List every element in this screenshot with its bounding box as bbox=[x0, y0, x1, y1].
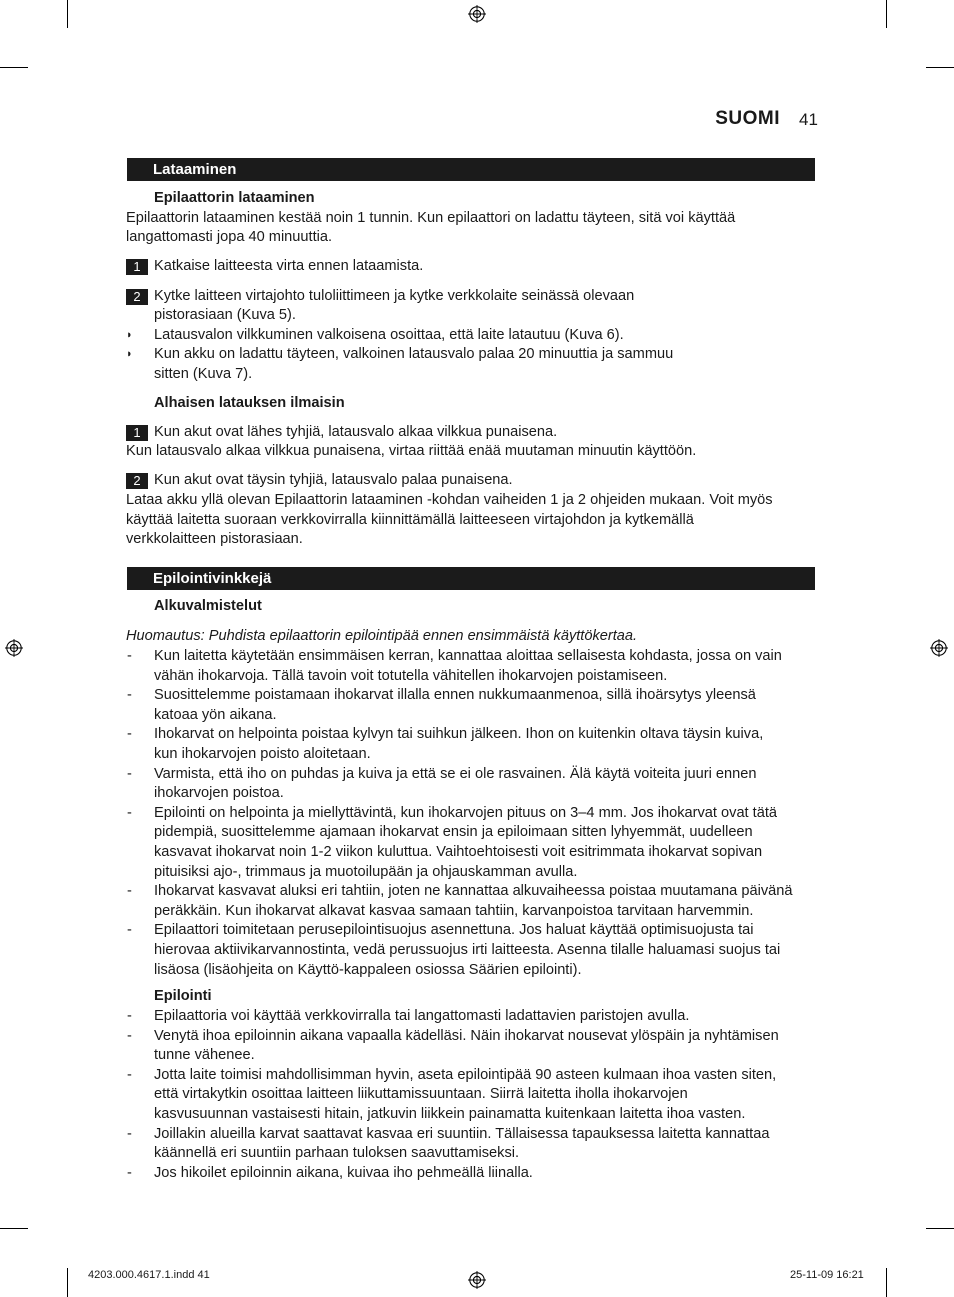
subheading: Epilointi bbox=[154, 988, 212, 1004]
crop-mark bbox=[886, 0, 887, 28]
dash-marker: - bbox=[127, 765, 132, 782]
dash-marker: - bbox=[127, 1125, 132, 1142]
section-bar-lataaminen: Lataaminen bbox=[127, 158, 815, 181]
step-text: Kytke laitteen virtajohto tuloliittimeen ja kytke verkkolaite seinässä olevaan bbox=[154, 288, 635, 304]
paragraph-line: käyttää laitetta suoraan verkkovirralla kiinnittämällä laitteeseen virtajohdon ja kytkemällä bbox=[126, 512, 694, 528]
list-item-line: Epilointi on helpointa ja miellyttävintä, kun ihokarvojen pituus on 3–4 mm. Jos ihokarvat ovat tätä bbox=[154, 804, 778, 821]
crop-mark bbox=[886, 1268, 887, 1297]
list-item-line: vähän ihokarvoja. Tällä tavoin voit totutella vähitellen ihokarvojen poistamiseen. bbox=[154, 667, 668, 684]
paragraph-line: verkkolaitteen pistorasiaan. bbox=[126, 531, 303, 547]
list-item-line: kun ihokarvojen poisto aloitetaan. bbox=[154, 746, 371, 762]
paragraph-line: langattomasti jopa 40 minuuttia. bbox=[126, 229, 333, 245]
step-number: 1 bbox=[126, 425, 148, 441]
list-item-line: Kun laitetta käytetään ensimmäisen kerran, kannattaa aloittaa sellaisesta kohdasta, jossa on vain bbox=[154, 648, 782, 664]
paragraph-line: Kun latausvalo alkaa vilkkua punaisena, virtaa riittää enää muutaman minuutin käyttöön. bbox=[126, 443, 697, 459]
list-item-line: Ihokarvat kasvavat aluksi eri tahtiin, joten ne kannattaa alkuvaiheessa poistaa muutamana päivänä bbox=[154, 883, 793, 900]
note-text: Huomautus: Puhdista epilaattorin epilointipää ennen ensimmäistä käyttökertaa. bbox=[126, 628, 638, 644]
step-text: Katkaise laitteesta virta ennen lataamista. bbox=[154, 258, 424, 274]
list-item-line: Jos hikoilet epiloinnin aikana, kuivaa iho pehmeällä liinalla. bbox=[154, 1164, 533, 1181]
step-text: pistorasiaan (Kuva 5). bbox=[154, 307, 296, 323]
subheading: Epilaattorin lataaminen bbox=[154, 190, 315, 206]
list-item-line: Joillakin alueilla karvat saattavat kasvaa eri suuntiin. Tällaisessa tapauksessa laitetta kannattaa bbox=[154, 1125, 770, 1142]
bullet-text: Kun akku on ladattu täyteen, valkoinen latausvalo palaa 20 minuuttia ja sammuu bbox=[154, 346, 674, 362]
page-number: 41 bbox=[799, 110, 818, 129]
step-number: 2 bbox=[126, 289, 148, 305]
dash-marker: - bbox=[127, 726, 132, 743]
bullet-icon: ◗ bbox=[126, 348, 133, 360]
dash-marker: - bbox=[127, 648, 132, 664]
list-item-line: Varmista, että iho on puhdas ja kuiva ja että se ei ole rasvainen. Älä käytä voiteita juuri ennen bbox=[154, 765, 757, 782]
crop-mark bbox=[0, 1228, 28, 1229]
registration-mark-icon bbox=[5, 639, 23, 657]
subheading: Alhaisen latauksen ilmaisin bbox=[154, 395, 345, 411]
footer-date: 25-11-09 16:21 bbox=[790, 1269, 864, 1281]
bullet-text: Latausvalon vilkkuminen valkoisena osoittaa, että laite latautuu (Kuva 6). bbox=[154, 327, 624, 343]
list-item-line: Ihokarvat on helpointa poistaa kylvyn tai suihkun jälkeen. Ihon on kuitenkin oltava täysin kuiva, bbox=[154, 726, 764, 743]
list-item-line: katoaa yön aikana. bbox=[154, 706, 277, 723]
step-text: Kun akut ovat täysin tyhjiä, latausvalo palaa punaisena. bbox=[154, 472, 513, 488]
subheading: Alkuvalmistelut bbox=[154, 598, 262, 614]
crop-mark bbox=[67, 0, 68, 28]
dash-marker: - bbox=[127, 804, 132, 821]
list-item-line: peräkkäin. Kun ihokarvat alkavat kasvaa samaan tahtiin, karvanpoistoa tarvitaan harvemmin. bbox=[154, 902, 754, 919]
list-item-line: kasvusuunnan vastaisesti hitain, jatkuvin liikkein painamatta kuitenkaan laitetta ihoa vasten. bbox=[154, 1106, 746, 1122]
section-bar-epilointivinkkeja: Epilointivinkkejä bbox=[127, 567, 815, 590]
list-item-line: ihokarvojen poistoa. bbox=[154, 785, 284, 802]
dash-marker: - bbox=[127, 883, 132, 900]
crop-mark bbox=[926, 67, 954, 68]
list-item-line: Suosittelemme poistamaan ihokarvat illalla ennen nukkumaanmenoa, sillä ihoärsytys yleensä bbox=[154, 687, 756, 704]
list-item-line: kasvavat ihokarvat noin 1-2 viikon kuluttua. Vaihtoehtoisesti voit esitrimmata ihokarvat sopivan bbox=[154, 844, 763, 860]
dash-marker: - bbox=[127, 687, 132, 704]
list-item-line: Epilaattori toimitetaan perusepilointisuojus asennettuna. Jos haluat käyttää optimisuojusta tai bbox=[154, 922, 754, 939]
crop-mark bbox=[67, 1268, 68, 1297]
crop-mark bbox=[0, 67, 28, 68]
list-item-line: pituisiksi ajo-, trimmaus ja muotoilupään ja ohjauskamman avulla. bbox=[154, 863, 578, 880]
dash-marker: - bbox=[127, 1066, 132, 1083]
dash-marker: - bbox=[127, 1027, 132, 1044]
list-item-line: tunne vähenee. bbox=[154, 1047, 255, 1064]
list-item-line: pidempiä, suosittelemme ajamaan ihokarvat ensin ja epiloimaan sitten lyhyemmät, uudelleen bbox=[154, 824, 753, 841]
bullet-text: sitten (Kuva 7). bbox=[154, 366, 253, 382]
paragraph-line: Lataa akku yllä olevan Epilaattorin lataaminen -kohdan vaiheiden 1 ja 2 ohjeiden mukaan. Voit myös bbox=[126, 492, 773, 508]
footer-file: 4203.000.4617.1.indd 41 bbox=[88, 1269, 210, 1281]
step-number: 1 bbox=[126, 259, 148, 275]
list-item-line: Venytä ihoa epiloinnin aikana vapaalla kädelläsi. Näin ihokarvat nousevat ylöspäin ja nyhtämisen bbox=[154, 1027, 779, 1044]
dash-marker: - bbox=[127, 1164, 132, 1181]
step-text: Kun akut ovat lähes tyhjiä, latausvalo alkaa vilkkua punaisena. bbox=[154, 424, 558, 440]
list-item-line: Epilaattoria voi käyttää verkkovirralla tai langattomasti ladattavien paristojen avulla. bbox=[154, 1008, 690, 1024]
dash-marker: - bbox=[127, 1008, 132, 1024]
list-item-line: hierovaa aktiivikarvannostinta, vedä perussuojus irti laitteesta. Asenna tilalle haluamasi suojus tai bbox=[154, 942, 781, 958]
list-item-line: että virtakytkin osoittaa laitteen liikuttamissuuntaan. Siirrä laitetta iholla ihokarvojen bbox=[154, 1086, 688, 1103]
list-item-line: lisäosa (lisäohjeita on Käyttö-kappaleen osiossa Säärien epilointi). bbox=[154, 961, 582, 978]
registration-mark-icon bbox=[468, 5, 486, 23]
paragraph-line: Epilaattorin lataaminen kestää noin 1 tunnin. Kun epilaattori on ladattu täyteen, sitä voi käyttää bbox=[126, 210, 736, 226]
bullet-icon: ◗ bbox=[126, 329, 133, 341]
step-number: 2 bbox=[126, 473, 148, 489]
list-item-line: Jotta laite toimisi mahdollisimman hyvin, aseta epilointipää 90 asteen kulmaan ihoa vasten siten, bbox=[154, 1066, 777, 1083]
list-item-line: käännellä eri suuntiin parhaan tuloksen saavuttamiseksi. bbox=[154, 1145, 520, 1162]
dash-marker: - bbox=[127, 922, 132, 939]
header-language: SUOMI bbox=[715, 108, 780, 129]
registration-mark-icon bbox=[468, 1271, 486, 1289]
crop-mark bbox=[926, 1228, 954, 1229]
registration-mark-icon bbox=[930, 639, 948, 657]
